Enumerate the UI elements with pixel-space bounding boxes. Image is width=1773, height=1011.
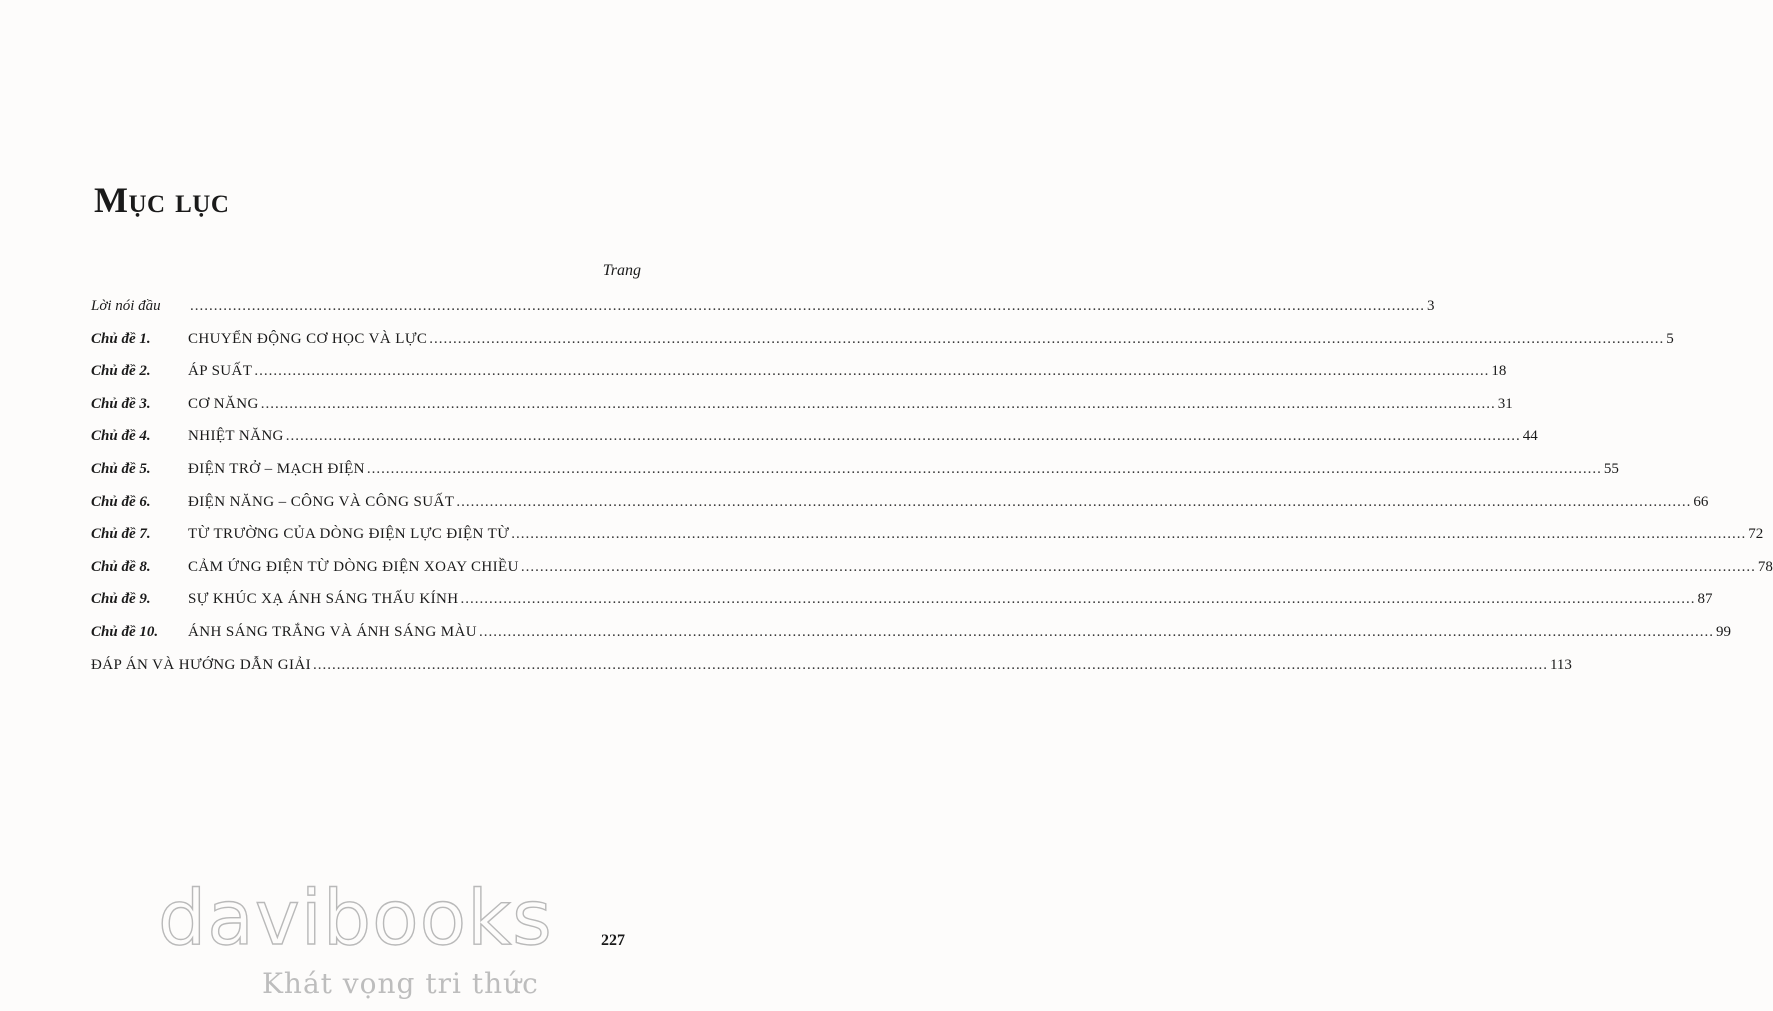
toc-entry-page: 55 xyxy=(1603,460,1619,477)
dot-leader: .................................................................................................................................................................................................................................................................... xyxy=(254,363,1490,380)
toc-entry xyxy=(91,623,1731,657)
toc-entry-label: Chủ đề 6. xyxy=(91,493,151,510)
toc-entry-page: 18 xyxy=(1491,363,1507,380)
toc-entry xyxy=(91,558,1773,592)
toc-entry xyxy=(91,656,1572,690)
toc-entry-title: ÁP SUẤT xyxy=(188,363,253,380)
dot-leader: .................................................................................................................................................................................................................................................................... xyxy=(478,623,1714,640)
toc-entry-title: NHIỆT NĂNG xyxy=(188,428,284,445)
dot-leader: .................................................................................................................................................................................................................................................................... xyxy=(429,330,1665,347)
toc-entry xyxy=(91,298,1435,331)
dot-leader: .................................................................................................................................................................................................................................................................... xyxy=(456,493,1692,510)
toc-entry-page: 87 xyxy=(1697,591,1713,608)
toc-entry-title: TỪ TRƯỜNG CỦA DÒNG ĐIỆN LỰC ĐIỆN TỪ xyxy=(188,526,510,543)
watermark-slogan: Khát vọng tri thức xyxy=(262,967,539,1000)
toc-entry xyxy=(91,363,1507,396)
toc-entry-title: CẢM ỨNG ĐIỆN TỪ DÒNG ĐIỆN XOAY CHIỀU xyxy=(188,558,519,575)
dot-leader: .................................................................................................................................................................................................................................................................... xyxy=(511,526,1747,543)
page-title: Mục lục xyxy=(94,180,230,220)
dot-leader: .................................................................................................................................................................................................................................................................... xyxy=(285,428,1521,445)
dot-leader: .................................................................................................................................................................................................................................................................... xyxy=(520,558,1756,575)
toc-entry-page: 72 xyxy=(1748,526,1764,543)
toc-entry-title: CHUYỂN ĐỘNG CƠ HỌC VÀ LỰC xyxy=(188,330,428,347)
dot-leader: .................................................................................................................................................................................................................................................................... xyxy=(460,591,1696,608)
toc-entry-label: Chủ đề 3. xyxy=(91,395,151,412)
toc-entry-page: 44 xyxy=(1522,428,1538,445)
toc-entry xyxy=(91,591,1713,624)
dot-leader: .................................................................................................................................................................................................................................................................... xyxy=(312,656,1548,673)
page-number: 227 xyxy=(601,932,625,949)
toc-entry-title: SỰ KHÚC XẠ ÁNH SÁNG THẤU KÍNH xyxy=(188,591,459,608)
toc-entry xyxy=(91,330,1674,364)
toc-entry-page: 3 xyxy=(1427,298,1435,314)
toc-entry-label: Chủ đề 1. xyxy=(91,330,151,347)
dot-leader: .................................................................................................................................................................................................................................................................... xyxy=(366,460,1602,477)
toc-entry xyxy=(91,526,1764,559)
toc-entry xyxy=(91,395,1513,429)
toc-entry-page: 113 xyxy=(1549,656,1572,673)
toc-entry-title: CƠ NĂNG xyxy=(188,395,259,412)
toc-entry-title: ĐÁP ÁN VÀ HƯỚNG DẪN GIẢI xyxy=(91,656,311,673)
toc-entry-label: Chủ đề 4. xyxy=(91,428,151,445)
toc-entry-label: Chủ đề 7. xyxy=(91,526,151,543)
toc-entry-page: 31 xyxy=(1497,395,1513,412)
toc-entry-label: Chủ đề 5. xyxy=(91,460,151,477)
page-column-label: Trang xyxy=(602,262,641,279)
toc-entry-title: ĐIỆN TRỞ – MẠCH ĐIỆN xyxy=(188,460,365,477)
toc-entry-label: Chủ đề 9. xyxy=(91,591,151,608)
toc-entry xyxy=(91,428,1538,461)
toc-entry-label: Chủ đề 2. xyxy=(91,363,151,380)
toc-entry-page: 99 xyxy=(1715,623,1731,640)
watermark-logo: davibooks xyxy=(158,873,553,962)
dot-leader: .................................................................................................................................................................................................................................................................... xyxy=(260,395,1496,412)
toc-entry-label: Chủ đề 10. xyxy=(91,623,159,640)
table-of-contents xyxy=(91,298,1773,689)
toc-entry-page: 66 xyxy=(1693,493,1709,510)
toc-entry-page: 5 xyxy=(1666,330,1674,347)
toc-entry-title: ĐIỆN NĂNG – CÔNG VÀ CÔNG SUẤT xyxy=(188,493,455,510)
toc-entry-title: ÁNH SÁNG TRẮNG VÀ ÁNH SÁNG MÀU xyxy=(188,623,477,640)
toc-entry-label: Lời nói đầu xyxy=(91,298,161,314)
toc-entry xyxy=(91,493,1709,527)
toc-entry-label: Chủ đề 8. xyxy=(91,558,151,575)
toc-entry-page: 78 xyxy=(1757,558,1773,575)
dot-leader: .................................................................................................................................................................................................................................................................... xyxy=(190,298,1425,314)
toc-entry xyxy=(91,460,1619,494)
